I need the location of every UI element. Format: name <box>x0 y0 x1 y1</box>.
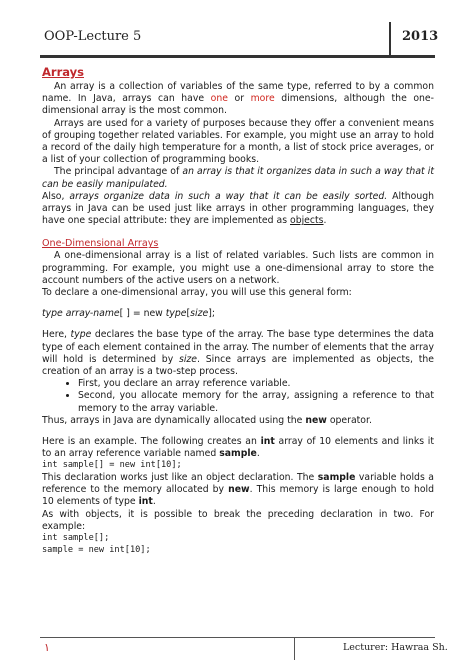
paragraph-declare: To declare a one-dimensional array, you will use this general form: <box>42 287 352 299</box>
text: array of 10 elements and links it to an array reference variable named <box>42 436 434 460</box>
spacer <box>42 299 434 308</box>
text: or <box>227 93 251 105</box>
header-year: 2013 <box>402 29 439 44</box>
spacer <box>42 427 434 436</box>
highlight-one: one <box>210 93 228 105</box>
spacer <box>42 320 434 329</box>
bold-text: new <box>305 414 327 426</box>
subsection-title: One-Dimensional Arrays <box>42 238 159 250</box>
text: An array is a collection of variables of the same type, referred to by a common name. In Java, arrays can have <box>42 81 434 105</box>
bold-text: sample <box>219 448 257 460</box>
paragraph-definition: A one-dimensional array is a list of related variables. Such lists are common in programming. For example, you might use a one-dimensional array to store the account numbers of the active users on a network. <box>42 250 434 286</box>
text: The principal advantage of <box>54 166 183 178</box>
code-sample-2: int sample[]; sample = new int[10]; <box>42 533 151 555</box>
text: Although arrays in Java can be used just like arrays in other programming languages, they have one special attribute: they are implemented as <box>42 190 435 227</box>
footer-rule <box>40 637 435 638</box>
paragraph-break: As with objects, it is possible to break the preceding declaration in two. For example: <box>42 508 434 532</box>
page-body <box>42 64 434 556</box>
paragraph-example <box>42 436 434 460</box>
text: This declaration works just like an object declaration. The <box>42 471 318 483</box>
bold-text: new <box>228 484 250 496</box>
italic-text: arrays organize data in such a way that it can be easily sorted. <box>69 190 388 202</box>
underlined-text: objects <box>290 215 324 227</box>
highlight-more: more <box>250 93 275 105</box>
header-divider-vertical <box>389 22 391 56</box>
italic-text: type <box>70 329 92 341</box>
paragraph-uses: Arrays are used for a variety of purposes because they offer a convenient means of grouping together related variables. For example, you might use an array to hold a record of the daily high temperature for a month, a list of stock price averages, or a list of your collection of programming books. <box>42 117 434 166</box>
text: ]; <box>208 308 215 320</box>
text: . <box>323 215 327 227</box>
text: declares the base type of the array. The base type determines the data type of each element contained in the array. The number of elements that the array will hold is determined by <box>42 329 434 365</box>
text: . <box>152 496 156 508</box>
text: . This memory is large enough to hold 10 elements of type <box>42 484 435 508</box>
bold-text: sample <box>317 471 356 483</box>
list-item: • Second, you allocate memory for the array, assigning a reference to that memory to the array variable. <box>78 390 434 414</box>
paragraph-advantage <box>42 166 434 190</box>
italic-text: type array-name <box>42 308 120 320</box>
italic-text: size <box>179 353 198 365</box>
text: [ ] = new <box>119 308 166 320</box>
footer-divider-vertical <box>294 638 295 660</box>
text: Also, <box>42 190 70 202</box>
paragraph-intro <box>42 81 434 118</box>
lecturer-name: Lecturer: Hawraa Sh. <box>343 642 448 653</box>
text: Here is an example. The following creates an <box>42 436 261 448</box>
paragraph-declaration <box>42 472 434 509</box>
header-rule <box>40 55 435 58</box>
italic-text: type <box>165 308 187 320</box>
paragraph-explanation <box>42 329 434 378</box>
course-title: OOP-Lecture 5 <box>44 29 142 44</box>
text: variable holds a reference to the memory allocated by <box>42 471 434 496</box>
list-item: • First, you declare an array reference variable. <box>78 378 434 390</box>
text: dimensions, although the one-dimensional array is the most common. <box>42 93 435 117</box>
general-form <box>42 308 434 320</box>
text: operator. <box>326 414 372 426</box>
section-title: Arrays <box>42 65 84 79</box>
bold-text: int <box>138 496 153 508</box>
paragraph-new-operator <box>42 415 434 427</box>
italic-text: an array is that it organizes data in such a way that it can be easily manipulated. <box>42 166 434 190</box>
text: . Since arrays are implemented as objects, the creation of an array is a two-step process. <box>42 353 434 378</box>
italic-text: size <box>190 308 209 320</box>
text: Thus, arrays in Java are dynamically allocated using the <box>42 414 306 426</box>
bold-text: int <box>260 436 275 448</box>
page-number: ١ <box>44 641 50 654</box>
paragraph-sorted <box>42 191 434 228</box>
text: [ <box>186 308 191 320</box>
text: Here, <box>42 329 71 341</box>
text: . <box>256 448 260 460</box>
code-sample-1: int sample[] = new int[10]; <box>42 460 182 471</box>
steps-list <box>42 378 434 415</box>
